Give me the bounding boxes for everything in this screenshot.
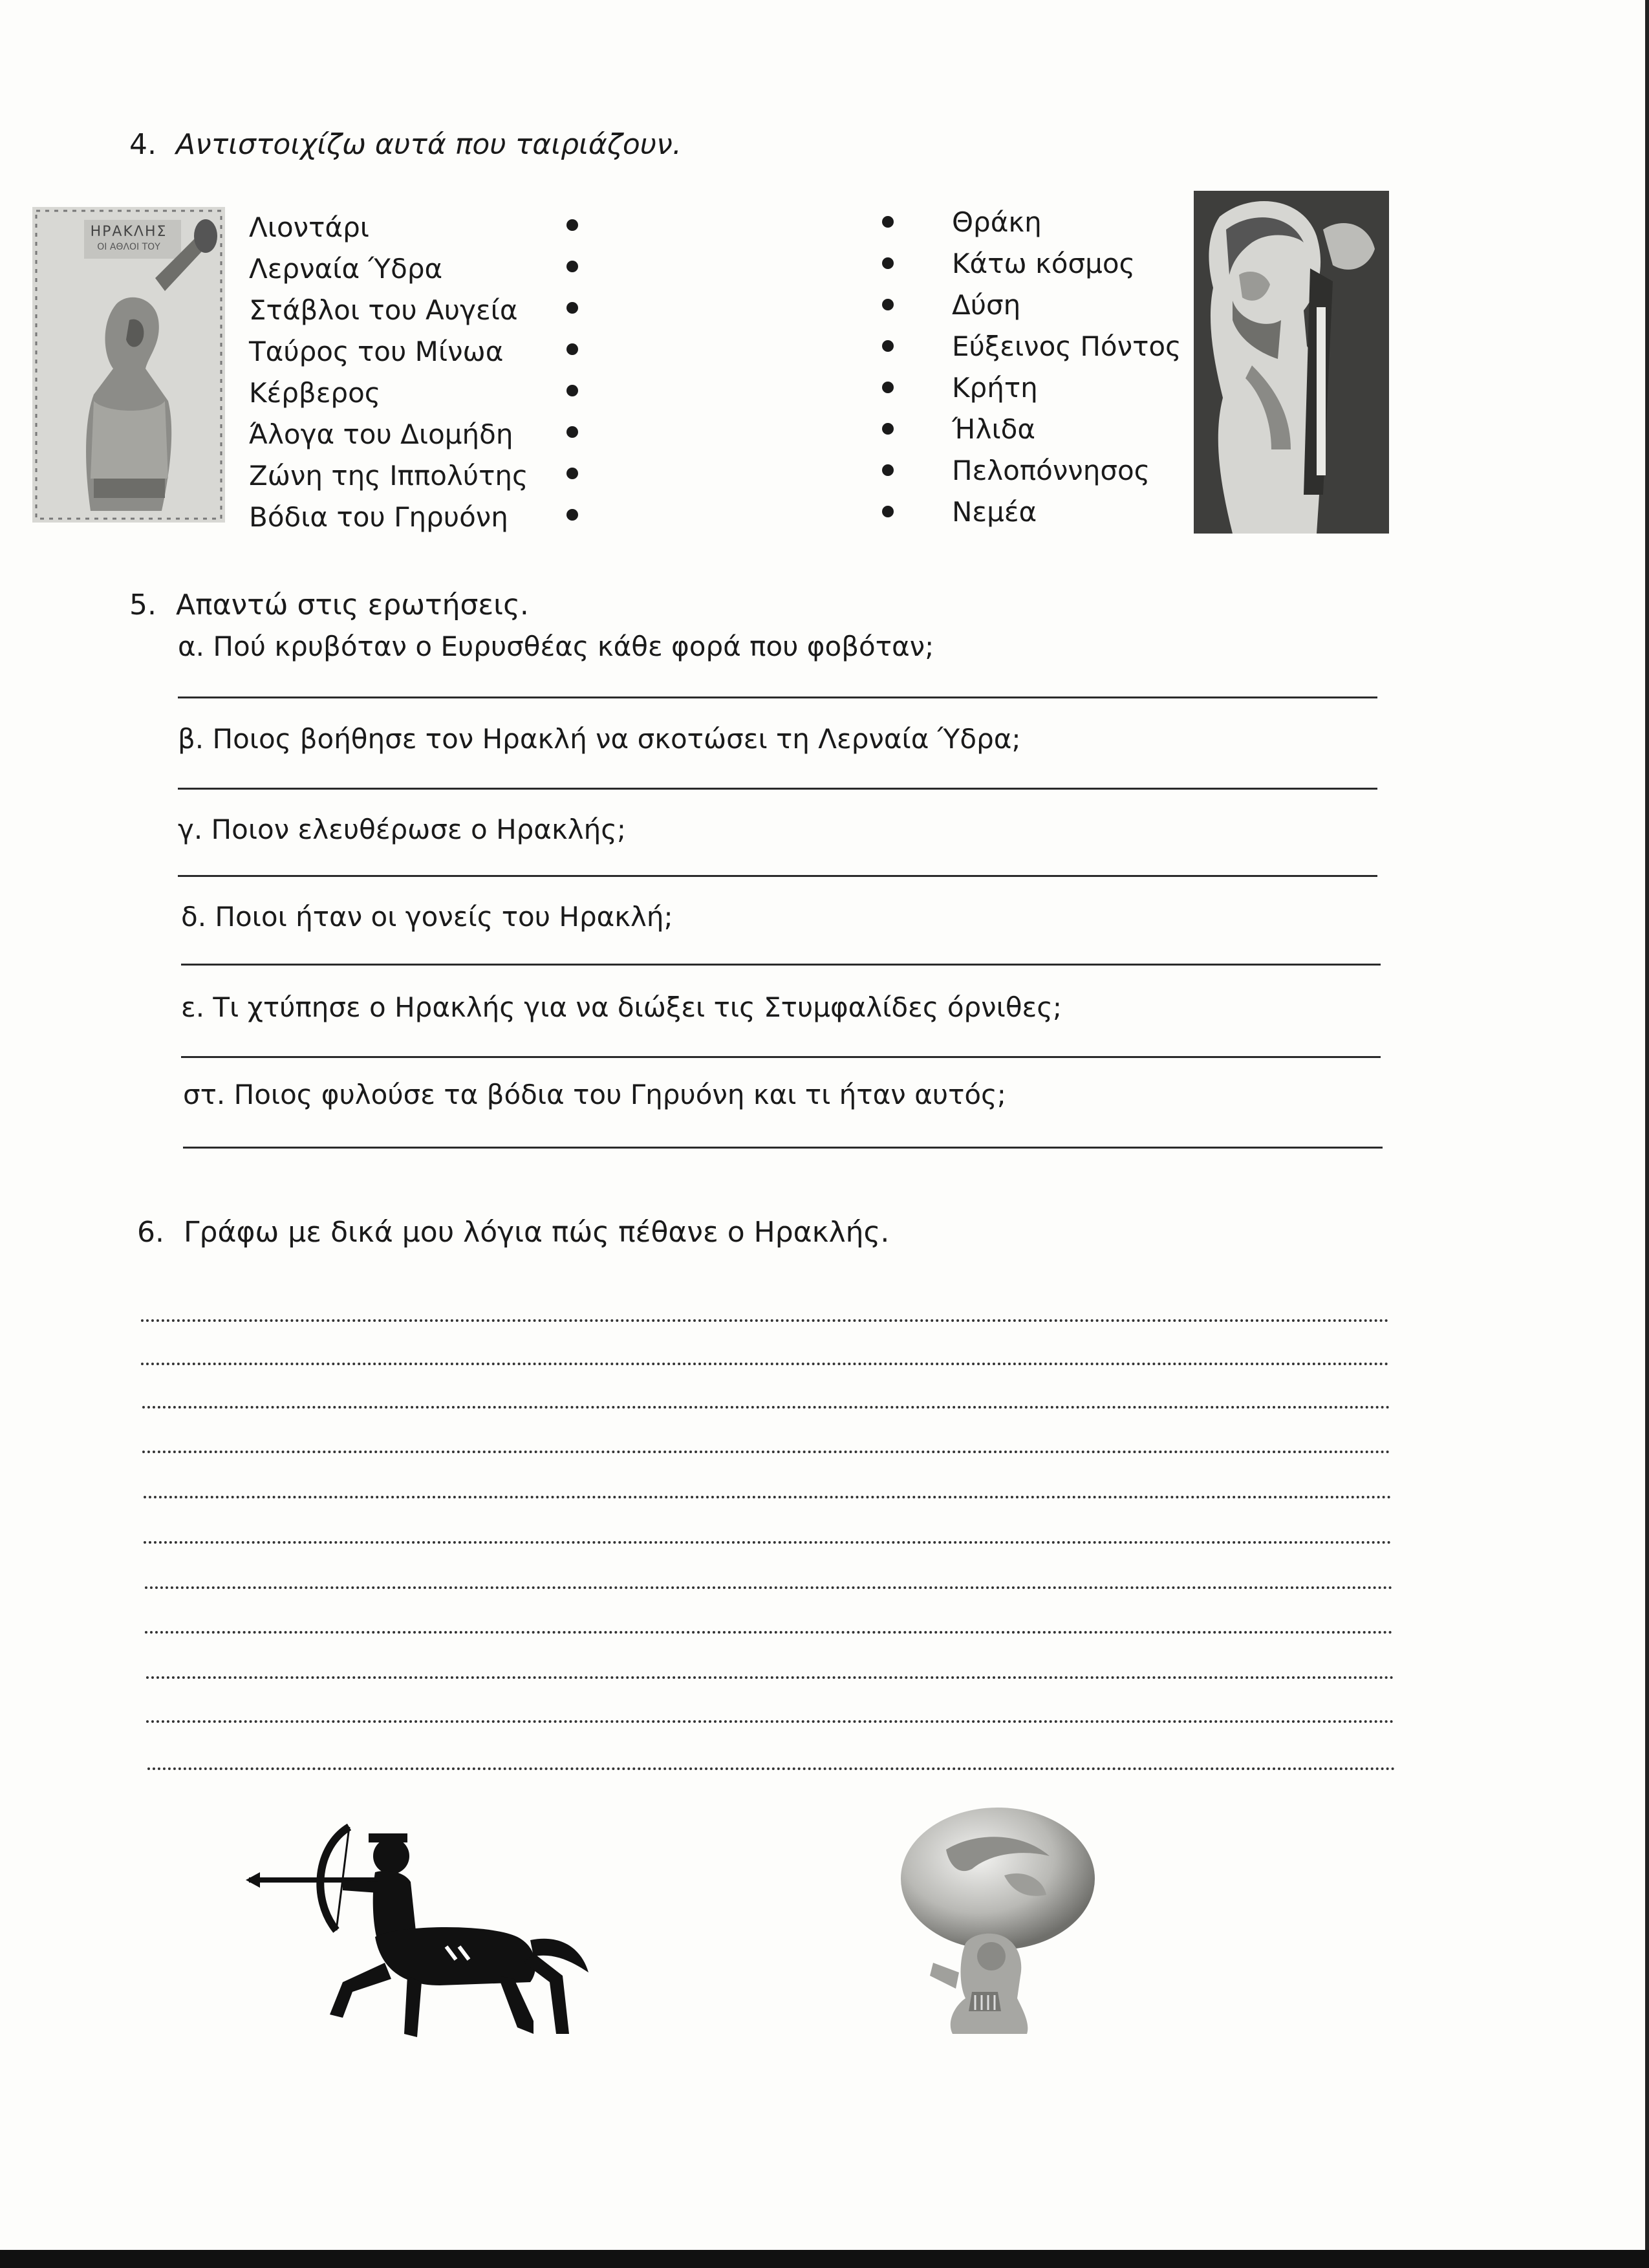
writing-line[interactable] <box>147 1767 1396 1770</box>
match-left-dot[interactable] <box>566 343 578 355</box>
match-right-item: Θράκη <box>952 206 1042 238</box>
book-cover-title: ΗΡΑΚΛΗΣ <box>90 224 167 240</box>
match-right-item: Δύση <box>952 289 1021 321</box>
match-right-item: Ήλιδα <box>952 413 1036 445</box>
answer-line-e[interactable] <box>181 1056 1381 1058</box>
match-left-item: Ταύρος του Μίνωα <box>249 336 504 367</box>
question-st: στ. Ποιος φυλούσε τα βόδια του Γηρυόνη και τι ήταν αυτός; <box>183 1079 1006 1110</box>
writing-line[interactable] <box>141 1363 1389 1365</box>
match-left-dot[interactable] <box>566 261 578 272</box>
book-cover-subtitle: ΟΙ ΑΘΛΟΙ ΤΟΥ <box>97 242 160 252</box>
question-a: α. Πού κρυβόταν ο Ευρυσθέας κάθε φορά που φοβόταν; <box>178 631 934 662</box>
match-left-item: Άλογα του Διομήδη <box>249 418 513 450</box>
centaur-archer-clipart <box>246 1820 595 2044</box>
exercise-6-number: 6. <box>137 1216 164 1249</box>
writing-line[interactable] <box>142 1451 1390 1453</box>
match-left-item: Λιοντάρι <box>249 211 369 243</box>
match-right-dot[interactable] <box>882 340 894 352</box>
match-left-dot[interactable] <box>566 509 578 521</box>
atlas-holding-globe-clipart <box>894 1804 1101 2037</box>
match-left-item: Κέρβερος <box>249 377 381 409</box>
match-right-dot[interactable] <box>882 382 894 393</box>
match-right-dot[interactable] <box>882 506 894 517</box>
match-left-dot[interactable] <box>566 468 578 479</box>
question-e: ε. Τι χτύπησε ο Ηρακλής για να διώξει τις Στυμφαλίδες όρνιθες; <box>181 991 1062 1023</box>
match-right-dot[interactable] <box>882 299 894 310</box>
exercise-5-heading <box>129 589 529 621</box>
exercise-4-number: 4. <box>129 128 156 161</box>
match-left-dot[interactable] <box>566 219 578 231</box>
match-right-item: Νεμέα <box>952 496 1037 528</box>
writing-line[interactable] <box>145 1631 1393 1634</box>
exercise-5-number: 5. <box>129 589 156 621</box>
answer-line-st[interactable] <box>183 1147 1383 1149</box>
writing-line[interactable] <box>144 1496 1392 1498</box>
match-right-dot[interactable] <box>882 257 894 269</box>
match-right-item: Εύξεινος Πόντος <box>952 330 1181 362</box>
writing-line[interactable] <box>146 1720 1394 1723</box>
match-left-column <box>249 207 528 538</box>
writing-line[interactable] <box>146 1676 1394 1679</box>
scan-edge-right <box>1645 0 1649 2268</box>
exercise-6-title: Γράφω με δικά μου λόγια πώς πέθανε ο Ηρακλής. <box>184 1216 890 1249</box>
match-right-item: Κάτω κόσμος <box>952 248 1136 279</box>
match-left-dot[interactable] <box>566 302 578 314</box>
exercise-6-heading <box>137 1216 889 1249</box>
answer-line-c[interactable] <box>178 875 1377 877</box>
match-left-item: Λερναία Ύδρα <box>249 253 443 285</box>
writing-line[interactable] <box>144 1541 1392 1544</box>
scan-edge-bottom <box>0 2250 1649 2268</box>
hercules-book-cover-image <box>32 207 225 523</box>
match-left-item: Ζώνη της Ιππολύτης <box>249 460 528 491</box>
match-right-column <box>952 202 1181 533</box>
writing-line[interactable] <box>145 1586 1393 1589</box>
match-left-dot[interactable] <box>566 385 578 396</box>
question-c: γ. Ποιον ελευθέρωσε ο Ηρακλής; <box>178 814 627 845</box>
match-right-item: Πελοπόννησος <box>952 455 1150 486</box>
answer-line-d[interactable] <box>181 964 1381 966</box>
exercise-5-title: Απαντώ στις ερωτήσεις. <box>176 589 529 621</box>
match-left-item: Βόδια του Γηρυόνη <box>249 501 508 533</box>
match-right-dot[interactable] <box>882 216 894 228</box>
match-right-item: Κρήτη <box>952 372 1038 404</box>
answer-line-b[interactable] <box>178 788 1377 790</box>
exercise-4-heading <box>129 128 682 161</box>
question-b: β. Ποιος βοήθησε τον Ηρακλή να σκοτώσει τη Λερναία Ύδρα; <box>178 723 1021 755</box>
match-right-dot[interactable] <box>882 423 894 435</box>
hercules-vase-painting-image <box>1194 191 1389 534</box>
answer-line-a[interactable] <box>178 697 1377 698</box>
question-d: δ. Ποιοι ήταν οι γονείς του Ηρακλή; <box>181 901 673 933</box>
match-left-dot[interactable] <box>566 426 578 438</box>
exercise-4-title: Αντιστοιχίζω αυτά που ταιριάζουν. <box>176 128 682 161</box>
match-right-dot[interactable] <box>882 464 894 476</box>
writing-line[interactable] <box>142 1406 1390 1409</box>
writing-line[interactable] <box>141 1319 1389 1322</box>
match-left-item: Στάβλοι του Αυγεία <box>249 294 518 326</box>
